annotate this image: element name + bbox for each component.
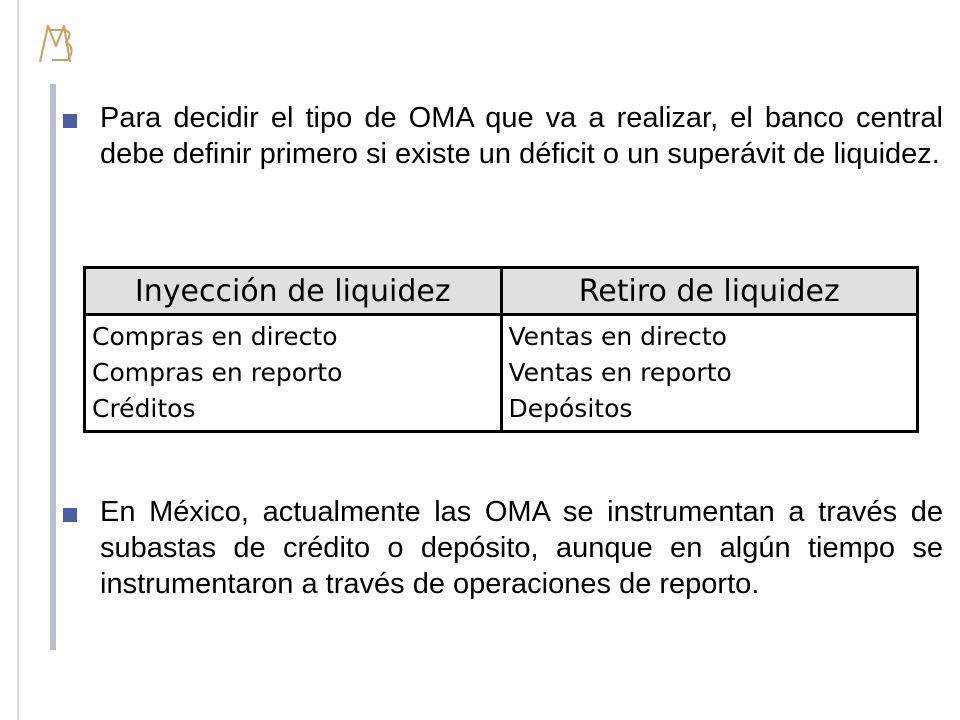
bullet-text: En México, actualmente las OMA se instrumentan a través de subastas de crédito o depósito, aunque en algún tiempo se instrumentaron a través de operaciones de reporto.: [100, 496, 943, 600]
bullet-point: [63, 494, 943, 602]
list-item: Depósitos: [508, 394, 633, 423]
accent-bar: [50, 84, 56, 650]
list-item: Ventas en directo: [508, 322, 727, 351]
logo-icon: [36, 22, 76, 66]
list-item: Ventas en reporto: [508, 358, 732, 387]
square-bullet-icon: [63, 114, 77, 128]
list-item: Compras en directo: [92, 322, 338, 351]
bullet-point: [63, 100, 943, 172]
liquidity-operations-table: [83, 266, 919, 433]
square-bullet-icon: [63, 508, 77, 522]
column-header: Retiro de liquidez: [501, 268, 918, 315]
list-item: Compras en reporto: [92, 358, 343, 387]
left-margin-rule: [17, 0, 19, 720]
table-cell: [501, 315, 918, 432]
column-header: Inyección de liquidez: [85, 268, 502, 315]
list-item: Créditos: [92, 394, 196, 423]
bullet-text: Para decidir el tipo de OMA que va a realizar, el banco central debe definir primero si existe un déficit o un superávit de liquidez.: [100, 102, 943, 170]
table-row: [85, 315, 918, 432]
table-cell: [85, 315, 502, 432]
table-header-row: [85, 268, 918, 315]
